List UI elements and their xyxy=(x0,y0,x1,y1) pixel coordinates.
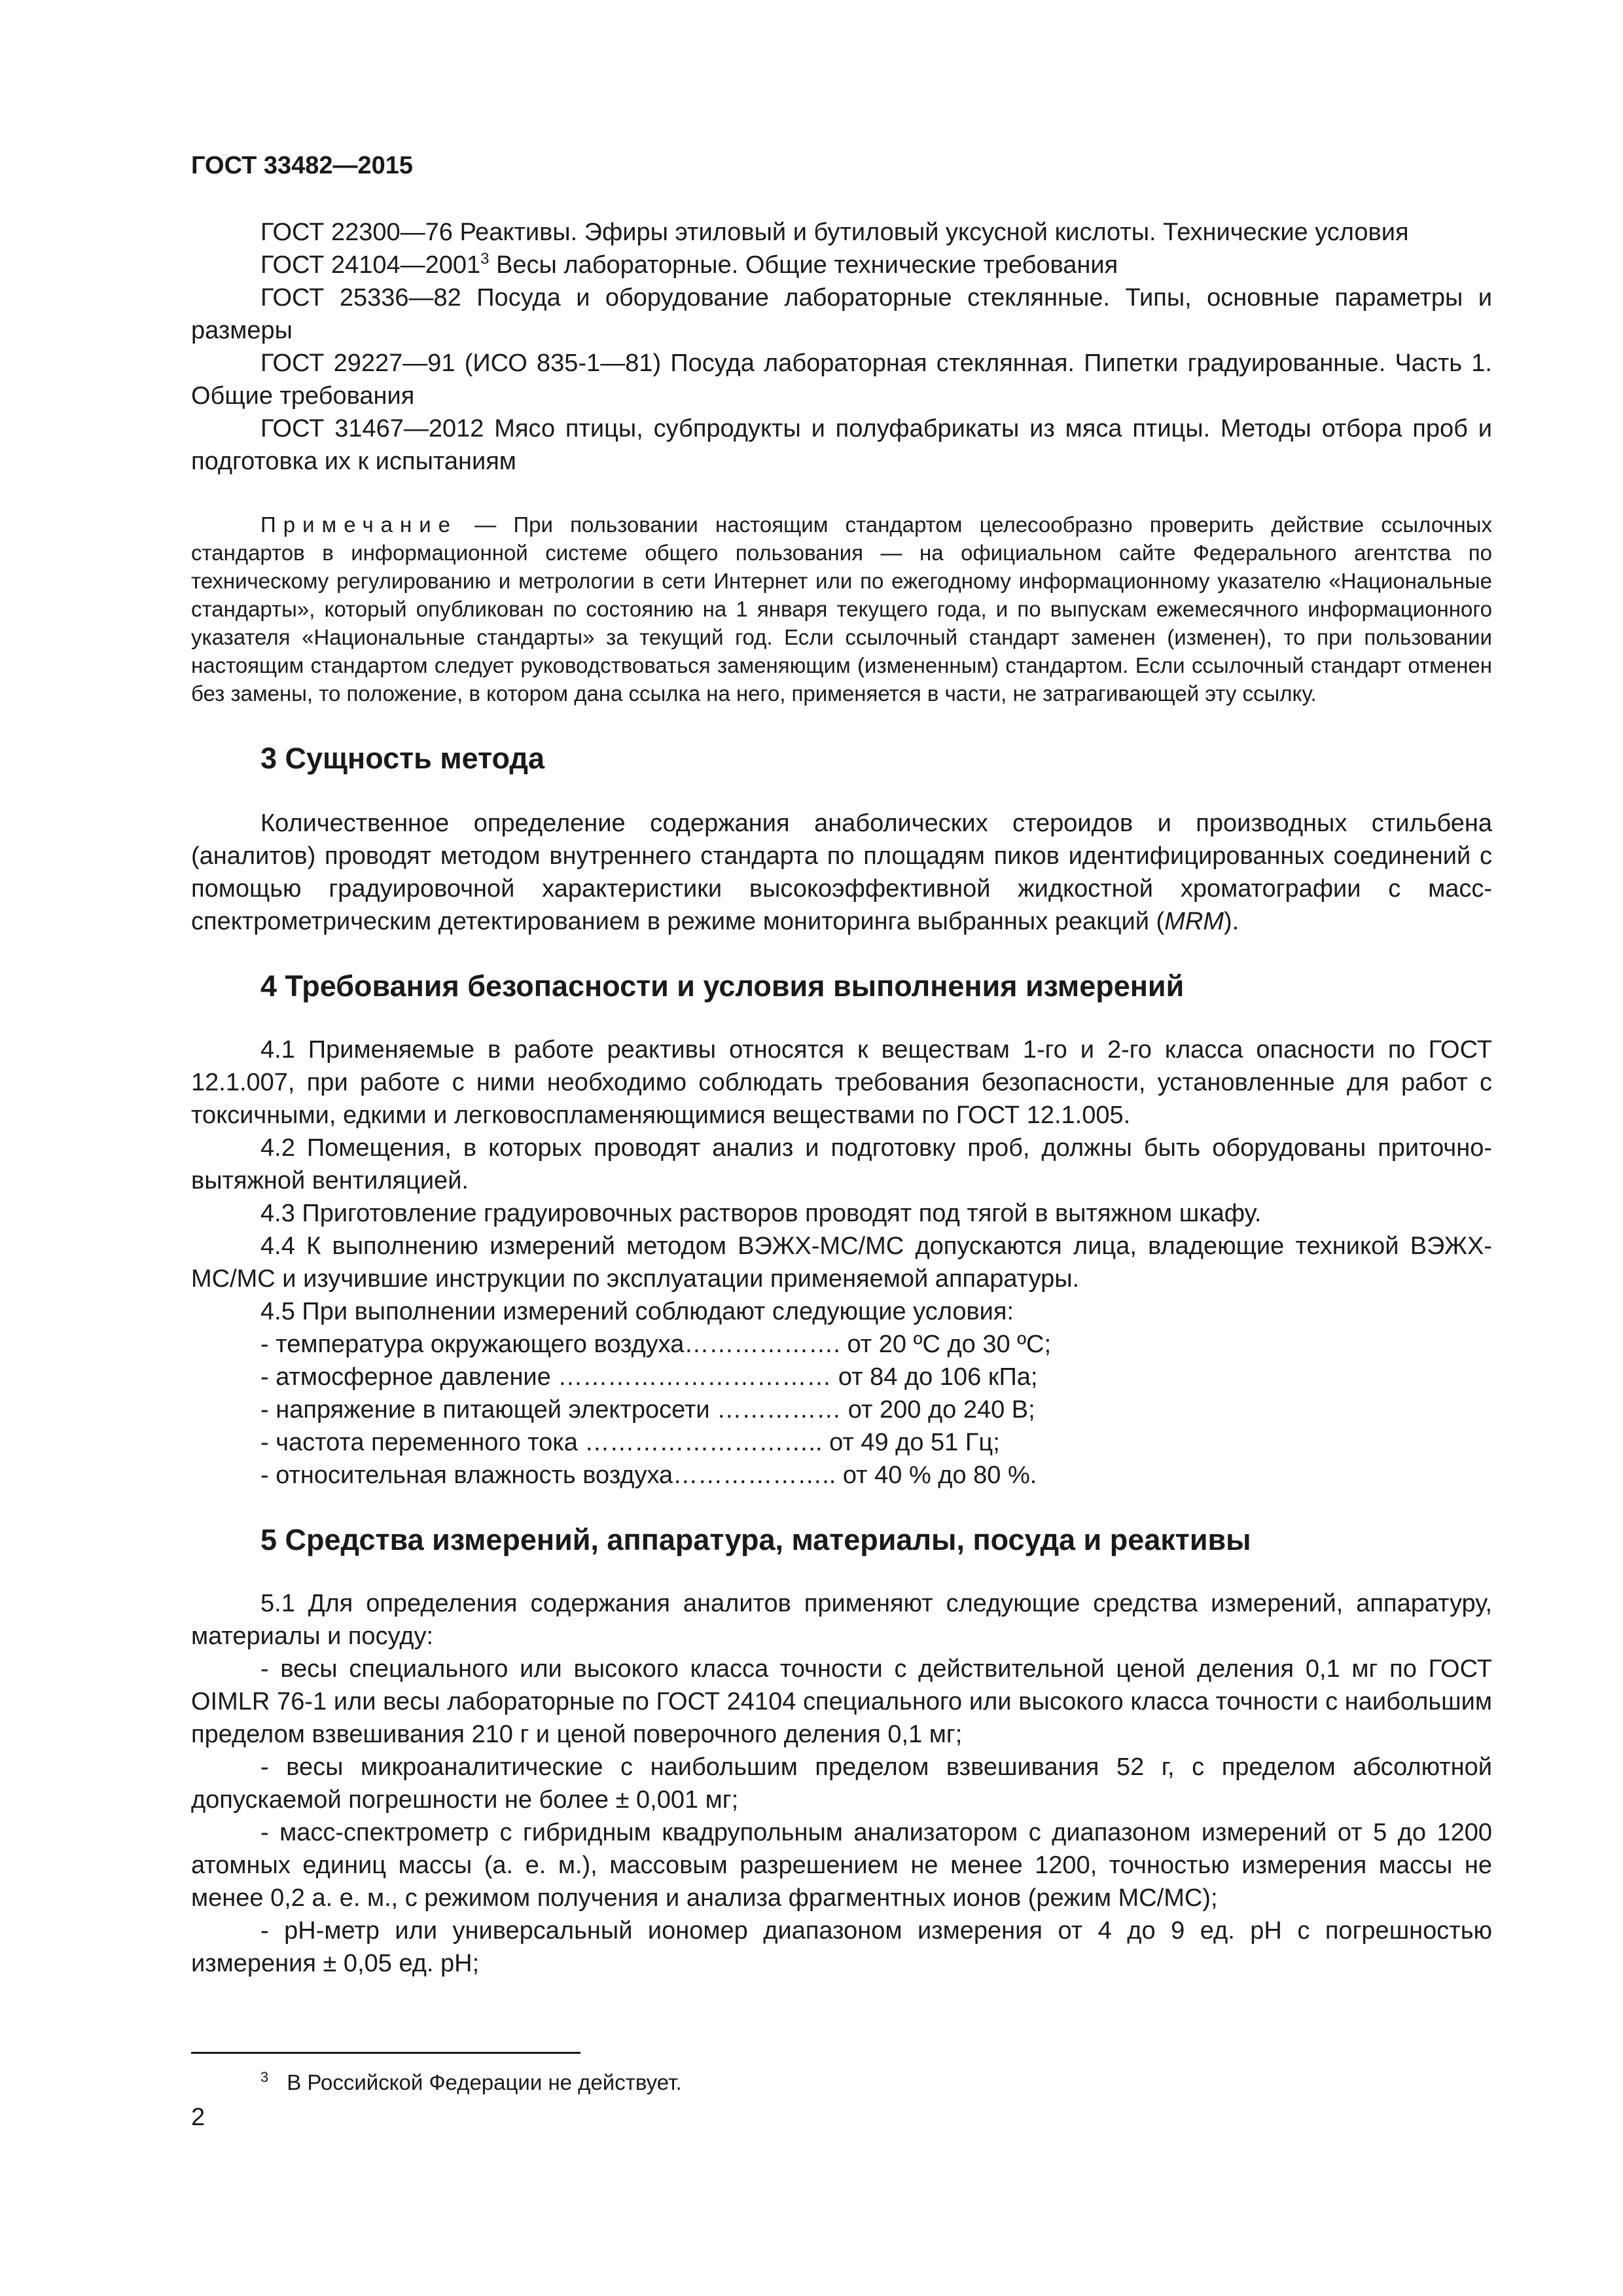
section-4-heading: 4 Требования безопасности и условия выполнения измерений xyxy=(260,969,1185,1003)
condition-temperature: - температура окружающего воздуха………………. от 20 ºС до 30 ºС; xyxy=(260,1331,1052,1358)
footnote-divider xyxy=(191,2052,580,2054)
reference-gost-24104 xyxy=(191,249,1492,281)
reference-gost-31467: ГОСТ 31467—2012 Мясо птицы, субпродукты и полуфабрикаты из мяса птицы. Методы отбора проб и подготовка их к испытаниям xyxy=(191,415,1492,475)
condition-humidity: - относительная влажность воздуха……………….. от 40 % до 80 %. xyxy=(260,1462,1037,1489)
section-3-heading: 3 Сущность метода xyxy=(260,742,544,775)
footnote-text: В Российской Федерации не действует. xyxy=(287,2070,682,2094)
equipment-item-microscales: - весы микроаналитические с наибольшим пределом взвешивания 52 г, с пределом абсолютной допускаемой погрешности не более ± 0,001 мг; xyxy=(191,1753,1492,1814)
clause-4-1: 4.1 Применяемые в работе реактивы относятся к веществам 1-го и 2-го класса опасности по ГОСТ 12.1.007, при работе с ними необходимо соблюдать требования безопасности, установленные для работ с токсичными, едкими и легковоспламеняющимися веществами по ГОСТ 12.1.005. xyxy=(191,1036,1492,1129)
section-3-text-end: ). xyxy=(1223,908,1240,935)
reference-code: ГОСТ 24104—2001 xyxy=(260,251,481,279)
note-text: — При пользовании настоящим стандартом целесообразно проверить действие ссылочных стандартов в информационной системе общего пользования — на официальном сайте Федерального агентства по техническому регулированию и метрологии в сети Интернет или по ежегодному информационному указателю «Национальные стандарты», который опубликован по состоянию на 1 января текущего года, и по выпускам ежемесячного информационного указателя «Национальные стандарты» за текущий год. Если ссылочный стандарт заменен (изменен), то при пользовании настоящим стандартом следует руководствоваться заменяющим (измененным) стандартом. Если ссылочный стандарт отменен без замены, то положение, в котором дана ссылка на него, применяется в части, не затрагивающей эту ссылку. xyxy=(191,512,1492,706)
section-5-heading: 5 Средства измерений, аппаратура, материалы, посуда и реактивы xyxy=(260,1523,1251,1556)
reference-gost-25336: ГОСТ 25336—82 Посуда и оборудование лабораторные стеклянные. Типы, основные параметры и размеры xyxy=(191,284,1492,344)
footnote-number: 3 xyxy=(260,2069,269,2085)
document-header: ГОСТ 33482—2015 xyxy=(191,152,414,179)
condition-voltage: - напряжение в питающей электросети …………… от 200 до 240 В; xyxy=(260,1396,1035,1424)
clause-4-4: 4.4 К выполнению измерений методом ВЭЖХ-МС/МС допускаются лица, владеющие техникой ВЭЖХ-МС/МС и изучившие инструкции по эксплуатации применяемой аппаратуры. xyxy=(191,1232,1492,1293)
clause-4-3: 4.3 Приготовление градуировочных растворов проводят под тягой в вытяжном шкафу. xyxy=(260,1200,1262,1227)
reference-gost-22300: ГОСТ 22300—76 Реактивы. Эфиры этиловый и бутиловый уксусной кислоты. Технические условия xyxy=(260,219,1409,246)
page-number: 2 xyxy=(191,2104,205,2131)
section-3-paragraph xyxy=(191,807,1492,938)
condition-frequency: - частота переменного тока ……………………….. от 49 до 51 Гц; xyxy=(260,1429,1000,1456)
mrm-abbreviation: MRM xyxy=(1164,908,1224,935)
equipment-item-scales: - весы специального или высокого класса точности с действительной ценой деления 0,1 мг по ГОСТ OIMLR 76-1 или весы лабораторные по ГОСТ 24104 специального или высокого класса точности с наибольшим пределом взвешивания 210 г и ценой поверочного деления 0,1 мг; xyxy=(191,1655,1492,1748)
note-label: Примечание xyxy=(260,512,458,537)
equipment-item-mass-spectrometer: - масс-спектрометр с гибридным квадрупольным анализатором с диапазоном измерений от 5 до 1200 атомных единиц массы (а. е. м.), массовым разрешением не менее 1200, точностью измерения массы не менее 0,2 а. е. м., с режимом получения и анализа фрагментных ионов (режим МС/МС); xyxy=(191,1819,1492,1912)
footnote-marker: 3 xyxy=(480,250,490,268)
clause-4-5: 4.5 При выполнении измерений соблюдают следующие условия: xyxy=(260,1298,1014,1325)
equipment-item-ph-meter: - рН-метр или универсальный иономер диапазоном измерения от 4 до 9 ед. рН с погрешностью измерения ± 0,05 ед. рН; xyxy=(191,1917,1492,1977)
section-3-text: Количественное определение содержания анаболических стероидов и производных стильбена (аналитов) проводят методом внутреннего стандарта по площадям пиков идентифицированных соединений с помощью градуировочной характеристики высокоэффективной жидкостной хроматографии с масс-спектрометрическим детектированием в режиме мониторинга выбранных реакций ( xyxy=(191,810,1492,935)
note-paragraph xyxy=(191,511,1492,708)
footnote xyxy=(260,2063,682,2097)
reference-title: Весы лабораторные. Общие технические требования xyxy=(489,251,1118,279)
clause-4-2: 4.2 Помещения, в которых проводят анализ и подготовку проб, должны быть оборудованы приточно-вытяжной вентиляцией. xyxy=(191,1134,1492,1194)
reference-gost-29227: ГОСТ 29227—91 (ИСО 835-1—81) Посуда лабораторная стеклянная. Пипетки градуированные. Часть 1. Общие требования xyxy=(191,350,1492,410)
condition-pressure: - атмосферное давление …………………………… от 84 до 106 кПа; xyxy=(260,1363,1038,1391)
clause-5-1: 5.1 Для определения содержания аналитов применяют следующие средства измерений, аппаратуру, материалы и посуду: xyxy=(191,1590,1492,1650)
